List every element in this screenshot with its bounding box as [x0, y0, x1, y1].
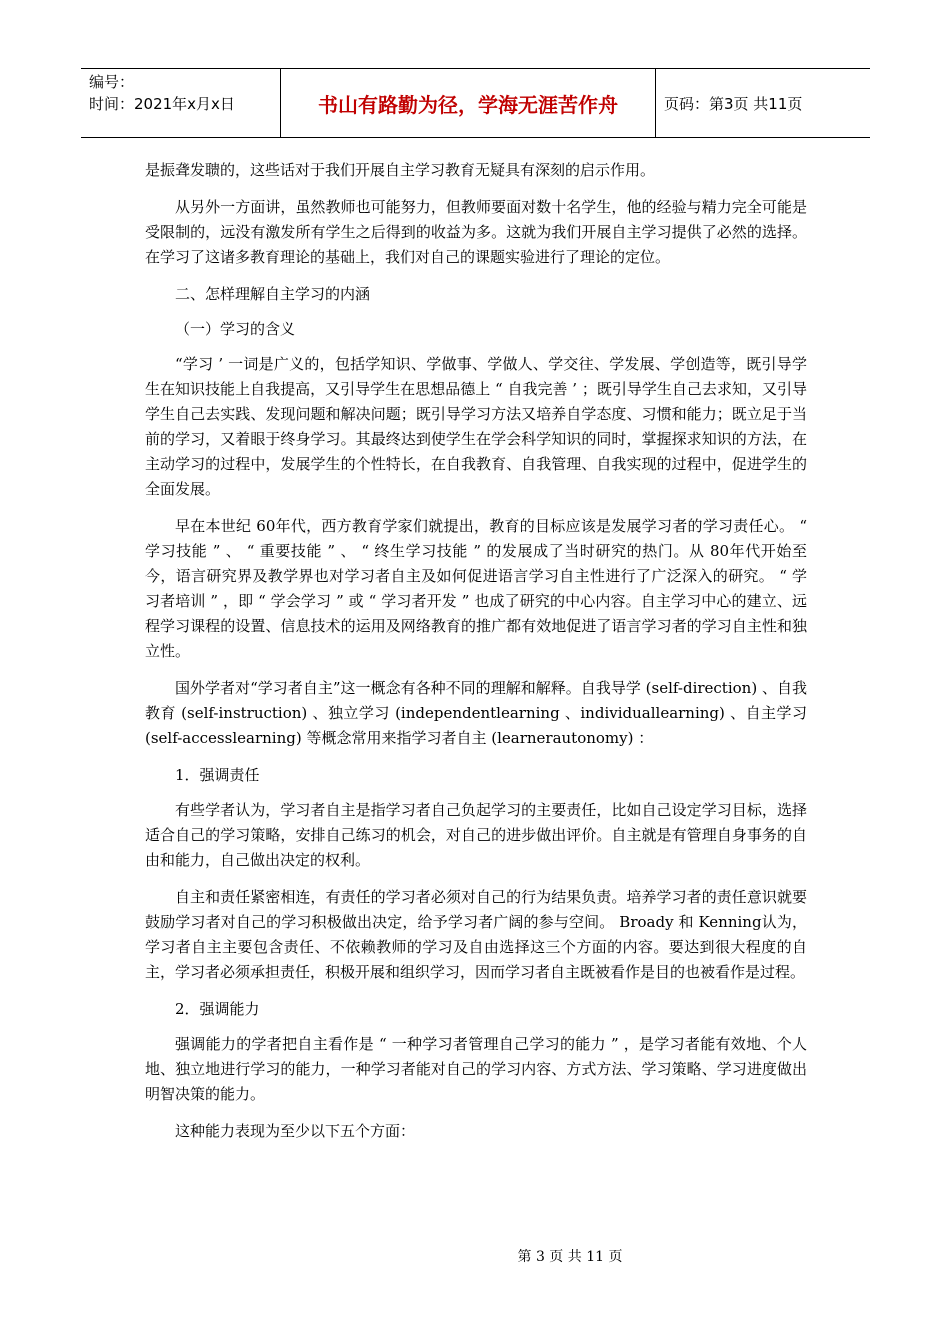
body-paragraph: 自主和责任紧密相连，有责任的学习者必须对自己的行为结果负责。培养学习者的责任意识就要鼓励学习者对自己的学习积极做出决定，给予学习者广阔的参与空间。 Broady 和 Kenning认为，学习者自主主要包含责任、不依赖教师的学习及自由选择这三个方面的内容。要达到很大程度的自主，学习者必须承担责任，积极开展和组织学习，因而学习者自主既被看作是目的也被看作是过程。 — [145, 888, 807, 981]
body-paragraph: 是振聋发聩的，这些话对于我们开展自主学习教育无疑具有深刻的启示作用。 — [145, 161, 656, 179]
page-header — [81, 68, 870, 138]
section-heading: 2．强调能力 — [175, 1000, 260, 1018]
section-heading: 二、怎样理解自主学习的内涵 — [175, 285, 371, 303]
body-paragraph: 有些学者认为，学习者自主是指学习者自己负起学习的主要责任，比如自己设定学习目标，选择适合自己的学习策略，安排自己练习的机会，对自己的进步做出评价。自主就是有管理自身事务的自由和能力，自己做出决定的权利。 — [145, 801, 807, 869]
section-heading: （一）学习的含义 — [175, 320, 296, 338]
document-time-label: 时间：2021年x月x日 — [89, 95, 235, 113]
body-paragraph: “学习 ’ 一词是广义的，包括学知识、学做事、学做人、学交往、学发展、学创造等，既引导学生在知识技能上自我提高，又引导学生在思想品德上 “ 自我完善 ’ ；既引导学生自己去求知，又引导学生自己去实践、发现问题和解决问题；既引导学习方法又培养自学态度、习惯和能力；既立足于当前的学习，又着眼于终身学习。其最终达到使学生在学会科学知识的同时，掌握探求知识的方法，在主动学习的过程中，发展学生的个性特长，在自我教育、自我管理、自我实现的过程中，促进学生的全面发展。 — [145, 355, 807, 498]
document-number-label: 编号： — [89, 73, 135, 91]
header-left-cell — [81, 69, 281, 137]
header-motto: 书山有路勤为径，学海无涯苦作舟 — [281, 69, 656, 137]
page-footer: 第 3 页 共 11 页 — [517, 1249, 623, 1265]
document-body — [145, 158, 807, 1156]
body-paragraph: 从另外一方面讲，虽然教师也可能努力，但教师要面对数十名学生，他的经验与精力完全可能是受限制的，远没有激发所有学生之后得到的收益为多。这就为我们开展自主学习提供了必然的选择。在学习了这诸多教育理论的基础上，我们对自己的课题实验进行了理论的定位。 — [145, 198, 807, 266]
header-page-info: 页码：第3页 共11页 — [664, 94, 803, 113]
body-paragraph: 强调能力的学者把自主看作是 “ 一种学习者管理自己学习的能力 ” ，是学习者能有效地、个人地、独立地进行学习的能力，一种学习者能对自己的学习内容、方式方法、学习策略、学习进度做出明智决策的能力。 — [145, 1035, 807, 1103]
body-paragraph: 这种能力表现为至少以下五个方面： — [175, 1122, 416, 1140]
section-heading: 1．强调责任 — [175, 766, 260, 784]
body-paragraph: 早在本世纪 60年代，西方教育学家们就提出，教育的目标应该是发展学习者的学习责任心。 “ 学习技能 ” 、 “ 重要技能 ” 、 “ 终生学习技能 ” 的发展成了当时研究的热门。从 80年代开始至今，语言研究界及教学界也对学习者自主及如何促进语言学习自主性进行了广泛深入的研究。 “ 学习者培训 ” ，即 “ 学会学习 ” 或 “ 学习者开发 ” 也成了研究的中心内容。自主学习中心的建立、远程学习课程的设置、信息技术的运用及网络教育的推广都有效地促进了语言学习者的学习自主性和独立性。 — [145, 517, 807, 660]
body-paragraph: 国外学者对“学习者自主”这一概念有各种不同的理解和解释。自我导学 (self-direction) 、自我教育 (self-instruction) 、独立学习 (independentlearning 、individuallearning) 、自主学习 (self-accesslearning) 等概念常用来指学习者自主 (learnerautonomy) ： — [145, 679, 807, 747]
